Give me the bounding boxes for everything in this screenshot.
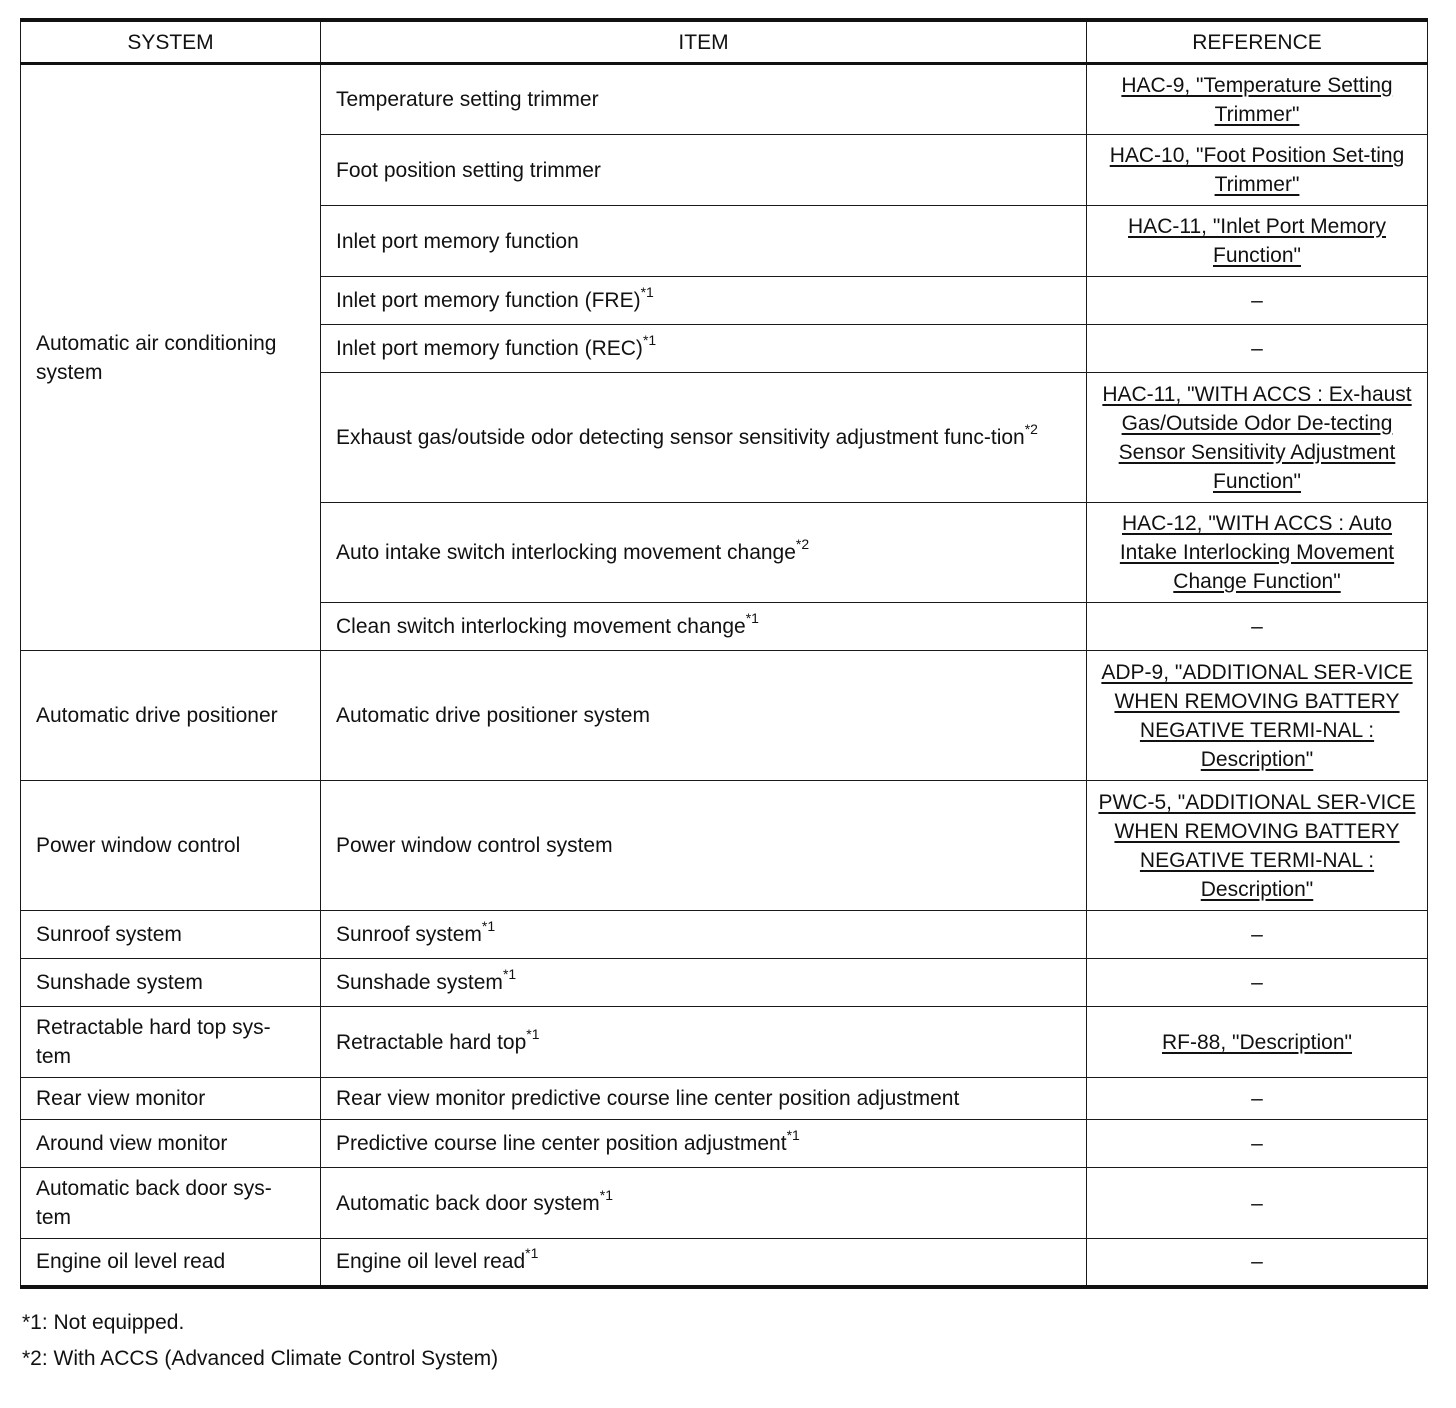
system-cell: Automatic back door sys-tem	[21, 1168, 321, 1239]
item-text: Predictive course line center position adjustment	[336, 1132, 787, 1155]
reference-cell: –	[1087, 1168, 1428, 1239]
item-cell	[321, 1007, 1087, 1078]
item-text: Inlet port memory function (FRE)	[336, 289, 641, 312]
item-cell	[321, 959, 1087, 1007]
system-cell: Automatic air conditioning system	[21, 64, 321, 651]
reference-link[interactable]: HAC-12, "WITH ACCS : Auto Intake Interlocking Movement Change Function"	[1119, 512, 1395, 593]
item-cell	[321, 1239, 1087, 1287]
table-row	[21, 1120, 1428, 1168]
footnote-mark: *1	[745, 610, 759, 626]
system-cell: Retractable hard top sys-tem	[21, 1007, 321, 1078]
header-reference: REFERENCE	[1087, 20, 1428, 64]
reference-cell: –	[1087, 1120, 1428, 1168]
footnote-2: *2: With ACCS (Advanced Climate Control System)	[22, 1347, 499, 1370]
item-cell	[321, 1168, 1087, 1239]
item-text: Retractable hard top	[336, 1030, 527, 1054]
reference-cell	[1087, 135, 1428, 206]
item-cell	[321, 503, 1087, 603]
footnote-1: *1: Not equipped.	[22, 1311, 185, 1334]
reference-cell: –	[1087, 1078, 1428, 1120]
header-system: SYSTEM	[21, 20, 321, 64]
footnote-mark: *1	[642, 332, 657, 348]
item-text: Sunshade system	[336, 971, 503, 994]
item-text: Engine oil level read	[336, 1250, 526, 1274]
table-header-row	[21, 20, 1428, 64]
item-text: Auto intake switch interlocking movement change	[336, 541, 796, 564]
item-cell: Automatic drive positioner system	[321, 651, 1087, 781]
reference-cell: –	[1087, 1239, 1428, 1287]
footnote-mark: *1	[481, 918, 496, 934]
table-row	[21, 1168, 1428, 1239]
footnote-mark: *2	[795, 536, 810, 552]
table-row	[21, 651, 1428, 781]
item-cell	[321, 325, 1087, 373]
footnote-mark: *1	[526, 1025, 540, 1042]
footnote-mark: *1	[640, 284, 654, 300]
item-cell	[321, 277, 1087, 325]
reference-cell: –	[1087, 325, 1428, 373]
item-cell: Rear view monitor predictive course line center position adjustment	[321, 1078, 1087, 1120]
system-cell: Automatic drive positioner	[21, 651, 321, 781]
reference-link[interactable]: HAC-11, "WITH ACCS : Ex-haust Gas/Outside Odor De-tecting Sensor Sensitivity Adjustment Function"	[1102, 382, 1412, 493]
reference-cell	[1087, 206, 1428, 277]
item-cell	[321, 1120, 1087, 1168]
table-row	[21, 64, 1428, 135]
system-cell: Rear view monitor	[21, 1078, 321, 1120]
item-cell	[321, 373, 1087, 503]
table-row	[21, 1078, 1428, 1120]
reference-cell	[1087, 781, 1428, 911]
system-cell: Power window control	[21, 781, 321, 911]
header-item: ITEM	[321, 20, 1087, 64]
reference-link[interactable]: ADP-9, "ADDITIONAL SER-VICE WHEN REMOVING BATTERY NEGATIVE TERMI-NAL : Description"	[1101, 660, 1413, 771]
item-cell: Power window control system	[321, 781, 1087, 911]
reference-cell: –	[1087, 959, 1428, 1007]
reference-link[interactable]: RF-88, "Description"	[1162, 1030, 1352, 1054]
reference-cell	[1087, 503, 1428, 603]
table-row	[21, 1239, 1428, 1287]
reference-cell: –	[1087, 603, 1428, 651]
item-text: Exhaust gas/outside odor detecting sensor sensitivity adjustment func-tion	[336, 426, 1025, 449]
item-text: Clean switch interlocking movement change	[336, 615, 746, 638]
reference-cell	[1087, 1007, 1428, 1078]
reference-link[interactable]: HAC-9, "Temperature Setting Trimmer"	[1121, 73, 1393, 126]
table-row	[21, 781, 1428, 911]
footnote-mark: *1	[502, 966, 517, 982]
item-cell	[321, 603, 1087, 651]
system-item-reference-table	[20, 18, 1428, 1289]
table-row	[21, 911, 1428, 959]
item-cell: Foot position setting trimmer	[321, 135, 1087, 206]
system-cell: Sunroof system	[21, 911, 321, 959]
item-text: Inlet port memory function (REC)	[336, 337, 643, 360]
reference-link[interactable]: HAC-10, "Foot Position Set-ting Trimmer"	[1109, 144, 1405, 196]
reference-cell	[1087, 373, 1428, 503]
footnote-mark: *1	[525, 1245, 539, 1262]
reference-cell: –	[1087, 911, 1428, 959]
table-row	[21, 1007, 1428, 1078]
item-cell: Inlet port memory function	[321, 206, 1087, 277]
reference-cell: –	[1087, 277, 1428, 325]
footnote-mark: *1	[786, 1127, 800, 1143]
reference-cell	[1087, 651, 1428, 781]
item-cell: Temperature setting trimmer	[321, 64, 1087, 135]
system-cell: Sunshade system	[21, 959, 321, 1007]
reference-link[interactable]: PWC-5, "ADDITIONAL SER-VICE WHEN REMOVING BATTERY NEGATIVE TERMI-NAL : Description"	[1098, 790, 1416, 901]
system-cell: Around view monitor	[21, 1120, 321, 1168]
table-row	[21, 959, 1428, 1007]
system-cell: Engine oil level read	[21, 1239, 321, 1287]
reference-cell	[1087, 64, 1428, 135]
item-text: Sunroof system	[336, 923, 482, 946]
item-text: Automatic back door system	[336, 1191, 600, 1215]
footnote-mark: *1	[599, 1186, 614, 1203]
item-cell	[321, 911, 1087, 959]
reference-link[interactable]: HAC-11, "Inlet Port Memory Function"	[1128, 215, 1386, 267]
footnote-mark: *2	[1024, 421, 1038, 437]
